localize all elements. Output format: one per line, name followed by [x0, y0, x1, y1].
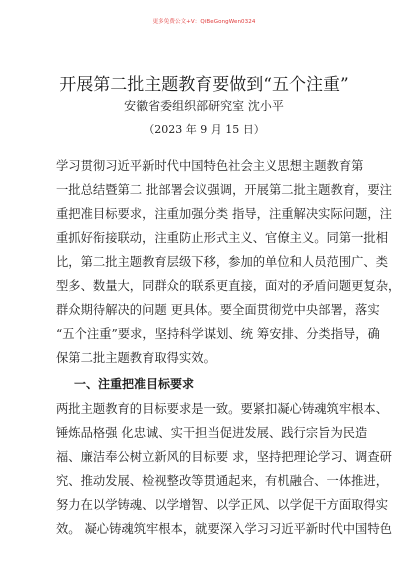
paragraph-line: 一批总结暨第二 批部署会议强调，开展第二批主题教育，要注	[56, 183, 392, 197]
paragraph-line: 群众期待解决的问题 更具体。要全面贯彻党中央部署，落实	[56, 303, 380, 317]
paragraph-line: 比，第二批主题教育层级下移，参加的单位和人员范围广、类	[56, 255, 389, 269]
paragraph-line: 努力在以学铸魂、以学增智、以学正风、以学促干方面取得实	[56, 498, 389, 512]
document-author: 安徽省委组织部研究室 沈小平	[124, 99, 284, 113]
paragraph-line: 型多、数量大，同群众的联系更直接，面对的矛盾问题更复杂，	[56, 279, 401, 293]
paragraph-line: 保第二批主题教育取得实效。	[56, 351, 216, 365]
paragraph-line: 效。 凝心铸魂筑牢根本，就要深入学习习近平新时代中国特色	[56, 522, 392, 536]
paragraph-line: 重抓好衔接联动，注重防止形式主义、官僚主义。同第一批相	[56, 231, 389, 245]
paragraph-line: 两批主题教育的目标要求是一致。要紧扣凝心铸魂筑牢根本、	[56, 402, 389, 416]
paragraph-line: 究、推动发展、检视整改等贯通起来，有机融合、一体推进，	[56, 474, 389, 488]
watermark-text: 更多免费公文+V：QiBeGongWen0324	[152, 19, 256, 25]
paragraph-line: 学习贯彻习近平新时代中国特色社会主义思想主题教育第	[56, 159, 364, 173]
paragraph-line: 重把准目标要求，注重加强分类 指导，注重解决实际问题，注	[56, 207, 392, 221]
paragraph-line: 福、廉洁奉公树立新风的目标要 求，坚持把理论学习、调查研	[56, 450, 392, 464]
section-heading: 一、注重把准目标要求	[74, 377, 195, 391]
document-date: （2023 年 9 月 15 日）	[143, 123, 265, 136]
document-title: 开展第二批主题教育要做到“五个注重”	[59, 75, 349, 95]
paragraph-line: “五个注重”要求，坚持科学谋划、统 筹安排、分类指导，确	[56, 327, 380, 341]
paragraph-line: 锤炼品格强 化忠诚、实干担当促进发展、践行宗旨为民造	[56, 426, 368, 440]
